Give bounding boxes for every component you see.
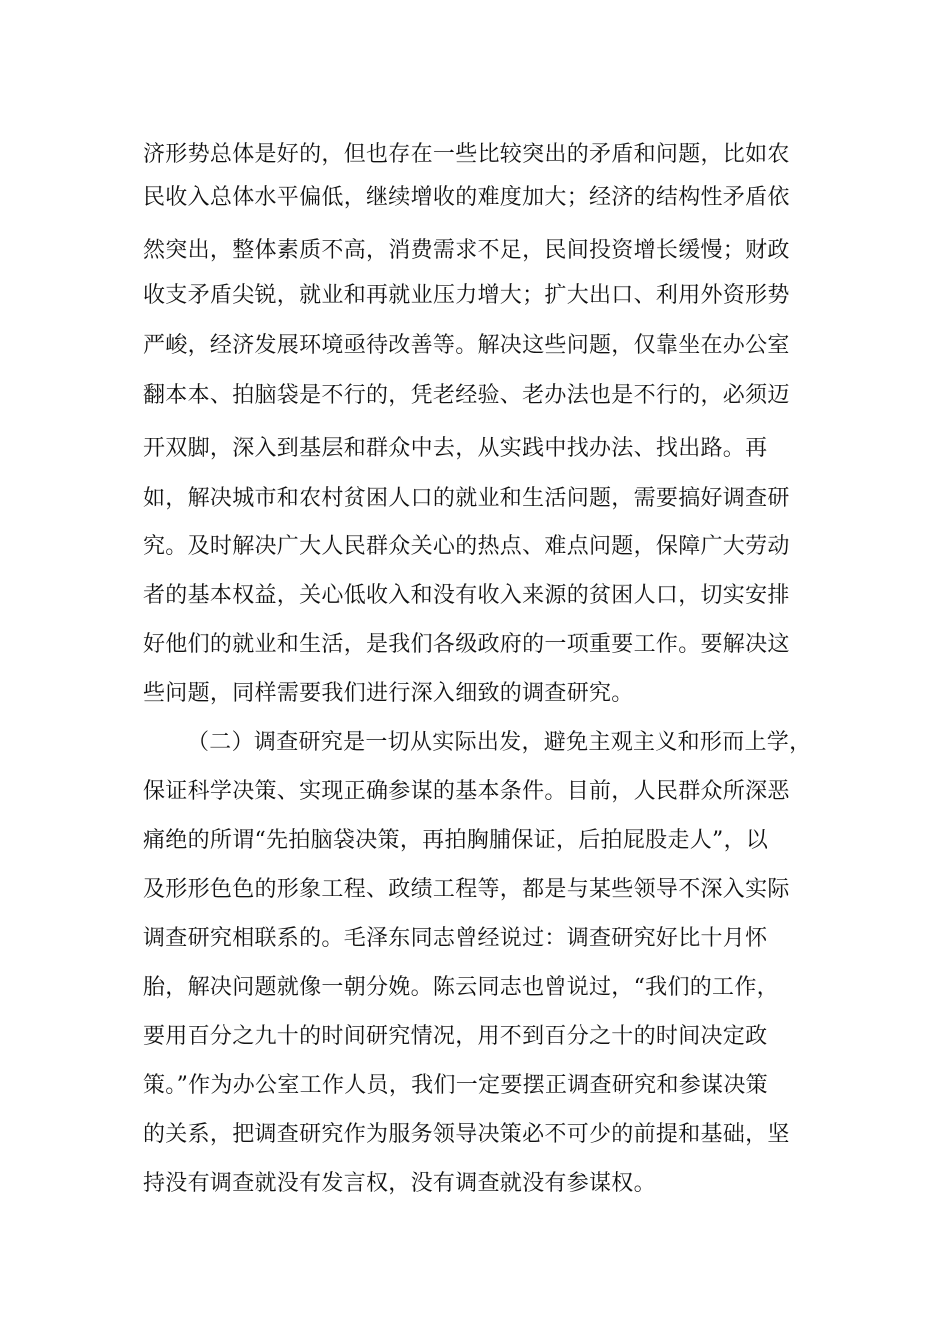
paragraph-2-line: 调查研究相联系的。毛泽东同志曾经说过：调查研究好比十月怀 [143,926,768,951]
paragraph-2-line: 及形形色色的形象工程、政绩工程等，都是与某些领导不深入实际 [143,877,790,902]
paragraph-2-line: （二）调查研究是一切从实际出发，避免主观主义和形而上学， [187,730,812,755]
paragraph-1-line: 民收入总体水平偏低，继续增收的难度加大；经济的结构性矛盾依 [143,185,790,210]
paragraph-1-line: 收支矛盾尖锐，就业和再就业压力增大；扩大出口、利用外资形势 [143,283,790,308]
paragraph-2-line: 策。”作为办公室工作人员，我们一定要摆正调查研究和参谋决策 [143,1073,768,1098]
paragraph-1-line: 究。及时解决广大人民群众关心的热点、难点问题，保障广大劳动 [143,534,790,559]
paragraph-1-line: 好他们的就业和生活，是我们各级政府的一项重要工作。要解决这 [143,632,790,657]
paragraph-2-line: 保证科学决策、实现正确参谋的基本条件。目前，人民群众所深恶 [143,779,790,804]
paragraph-2-line: 痛绝的所谓“先拍脑袋决策，再拍胸脯保证，后拍屁股走人”，以 [143,828,769,853]
paragraph-2-line: 持没有调查就没有发言权，没有调查就没有参谋权。 [143,1171,656,1196]
paragraph-1-line: 严峻，经济发展环境亟待改善等。解决这些问题，仅靠坐在办公室 [143,333,790,358]
paragraph-2-line: 的关系，把调查研究作为服务领导决策必不可少的前提和基础，坚 [143,1122,790,1147]
paragraph-1-line: 翻本本、拍脑袋是不行的，凭老经验、老办法也是不行的，必须迈 [143,383,790,408]
paragraph-2-line: 要用百分之九十的时间研究情况，用不到百分之十的时间决定政 [143,1024,768,1049]
paragraph-1-line: 开双脚，深入到基层和群众中去，从实践中找办法、找出路。再 [143,436,768,461]
paragraph-1-line: 如，解决城市和农村贫困人口的就业和生活问题，需要搞好调查研 [143,486,790,511]
paragraph-1-line: 些问题，同样需要我们进行深入细致的调查研究。 [143,681,634,706]
paragraph-1-line: 然突出，整体素质不高，消费需求不足，民间投资增长缓慢；财政 [143,238,790,263]
paragraph-1-line: 者的基本权益，关心低收入和没有收入来源的贫困人口，切实安排 [143,583,790,608]
paragraph-1-line: 济形势总体是好的，但也存在一些比较突出的矛盾和问题，比如农 [143,142,790,167]
paragraph-2-line: 胎，解决问题就像一朝分娩。陈云同志也曾说过，“我们的工作， [143,975,779,1000]
